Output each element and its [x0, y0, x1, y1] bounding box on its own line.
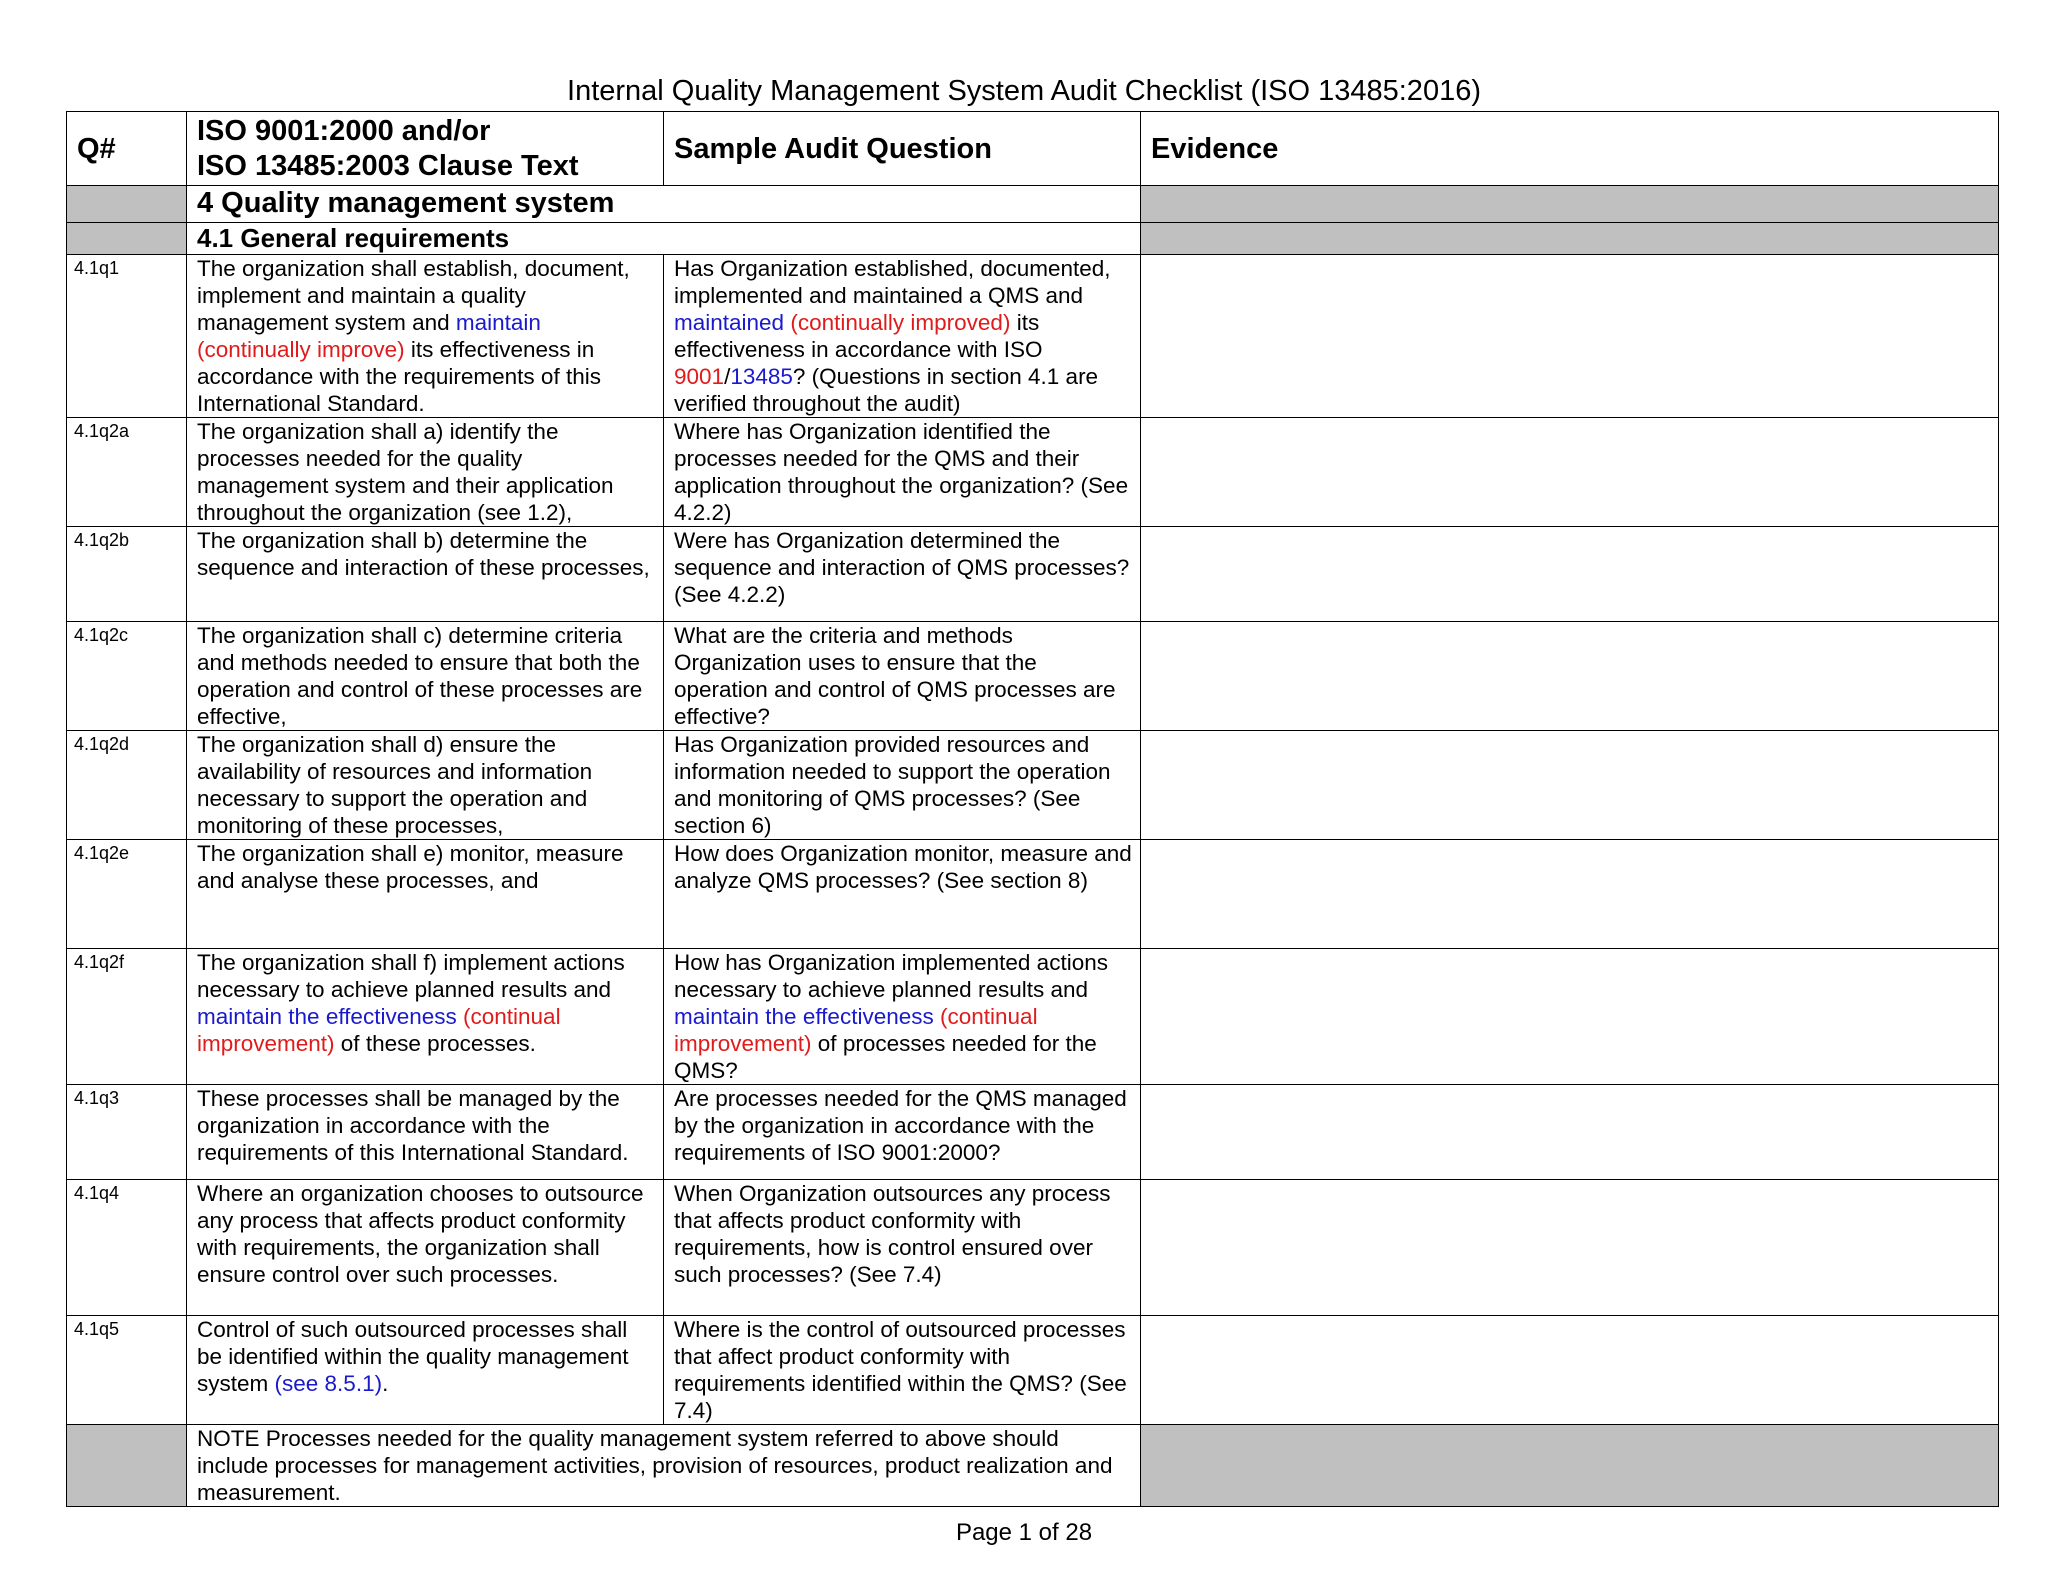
- audit-question: Where is the control of outsourced processes that affect product conformity with requirements identified within the QMS? (See 7.4): [664, 1316, 1141, 1425]
- clause-text: The organization shall a) identify the processes needed for the quality management system and their application throughout the organization (see 1.2),: [187, 418, 664, 527]
- header-clause-text: [187, 112, 664, 186]
- question-red-text: 9001: [674, 364, 725, 389]
- section-evidence-cell: [1141, 186, 1999, 223]
- evidence-cell[interactable]: [1141, 418, 1999, 527]
- evidence-cell[interactable]: [1141, 949, 1999, 1085]
- clause-red-text: (continual improvement): [197, 1004, 561, 1056]
- clause-blue-text: maintain: [455, 310, 541, 335]
- evidence-cell[interactable]: [1141, 1180, 1999, 1316]
- subsection-row: [67, 223, 1999, 255]
- subsection-evidence-cell: [1141, 223, 1999, 255]
- table-row: [67, 1316, 1999, 1425]
- audit-question: Are processes needed for the QMS managed by the organization in accordance with the requirements of ISO 9001:2000?: [664, 1085, 1141, 1180]
- evidence-cell[interactable]: [1141, 1085, 1999, 1180]
- clause-red-text: (continually improve): [197, 337, 405, 362]
- clause-text-part: its effectiveness in accordance with the requirements of this International Standard.: [197, 337, 601, 416]
- question-text-part: Has Organization established, documented, implemented and maintained a QMS and: [674, 256, 1111, 308]
- question-number: 4.1q2e: [67, 840, 187, 949]
- clause-text-part: The organization shall establish, document, implement and maintain a quality management system and: [197, 256, 630, 335]
- question-number: 4.1q2c: [67, 622, 187, 731]
- question-number: 4.1q1: [67, 255, 187, 418]
- clause-text: The organization shall b) determine the sequence and interaction of these processes,: [187, 527, 664, 622]
- clause-text-part: .: [382, 1371, 389, 1396]
- note-text: NOTE Processes needed for the quality management system referred to above should include processes for management activities, provision of resources, product realization and measurement.: [187, 1425, 1141, 1507]
- clause-blue-text: maintain the effectiveness: [197, 1004, 457, 1029]
- question-text-part: its effectiveness in accordance with ISO: [674, 310, 1043, 362]
- audit-question: [664, 255, 1141, 418]
- clause-text: [187, 949, 664, 1085]
- table-row: [67, 255, 1999, 418]
- subsection-heading: 4.1 General requirements: [187, 223, 1141, 255]
- clause-text: [187, 1316, 664, 1425]
- evidence-cell[interactable]: [1141, 622, 1999, 731]
- evidence-cell[interactable]: [1141, 1316, 1999, 1425]
- audit-question: When Organization outsources any process that affects product conformity with requirements, how is control ensured over such processes? (See 7.4): [664, 1180, 1141, 1316]
- evidence-cell[interactable]: [1141, 527, 1999, 622]
- clause-text: [187, 255, 664, 418]
- table-row: [67, 527, 1999, 622]
- clause-text: The organization shall d) ensure the availability of resources and information necessary to support the operation and monitoring of these processes,: [187, 731, 664, 840]
- audit-question: What are the criteria and methods Organization uses to ensure that the operation and control of QMS processes are effective?: [664, 622, 1141, 731]
- audit-question: [664, 949, 1141, 1085]
- section-heading: 4 Quality management system: [187, 186, 1141, 223]
- audit-question: Were has Organization determined the sequence and interaction of QMS processes? (See 4.2.2): [664, 527, 1141, 622]
- question-blue-text: 13485: [730, 364, 793, 389]
- question-red-text: (continual improvement): [674, 1004, 1038, 1056]
- question-text-part: How has Organization implemented actions necessary to achieve planned results and: [674, 950, 1108, 1002]
- subsection-qnum-cell: [67, 223, 187, 255]
- evidence-cell[interactable]: [1141, 731, 1999, 840]
- section-row: [67, 186, 1999, 223]
- section-qnum-cell: [67, 186, 187, 223]
- question-text-part: ? (Questions in section 4.1 are verified throughout the audit): [674, 364, 1099, 416]
- note-evidence-cell: [1141, 1425, 1999, 1507]
- audit-question: How does Organization monitor, measure and analyze QMS processes? (See section 8): [664, 840, 1141, 949]
- evidence-cell[interactable]: [1141, 255, 1999, 418]
- clause-text: These processes shall be managed by the organization in accordance with the requirements of this International Standard.: [187, 1085, 664, 1180]
- question-blue-text: maintained: [674, 310, 785, 335]
- table-row: [67, 1180, 1999, 1316]
- header-qnum: Q#: [67, 112, 187, 186]
- header-sample-question: Sample Audit Question: [664, 112, 1141, 186]
- question-number: 4.1q2d: [67, 731, 187, 840]
- table-row: [67, 622, 1999, 731]
- clause-text: The organization shall c) determine criteria and methods needed to ensure that both the operation and control of these processes are effective,: [187, 622, 664, 731]
- question-red-text: (continually improved): [790, 310, 1011, 335]
- audit-checklist-table: [66, 111, 1999, 1507]
- question-number: 4.1q2b: [67, 527, 187, 622]
- table-row: [67, 840, 1999, 949]
- question-number: 4.1q4: [67, 1180, 187, 1316]
- table-row: [67, 418, 1999, 527]
- header-clause-line1: ISO 9001:2000 and/or: [197, 115, 491, 147]
- clause-text-part: of these processes.: [334, 1031, 536, 1056]
- question-blue-text: maintain the effectiveness: [674, 1004, 934, 1029]
- clause-text: Where an organization chooses to outsource any process that affects product conformity with requirements, the organization shall ensure control over such processes.: [187, 1180, 664, 1316]
- question-number: 4.1q5: [67, 1316, 187, 1425]
- evidence-cell[interactable]: [1141, 840, 1999, 949]
- header-clause-line2: ISO 13485:2003 Clause Text: [197, 150, 579, 182]
- clause-text-part: The organization shall f) implement actions necessary to achieve planned results and: [197, 950, 625, 1002]
- question-text-part: /: [724, 364, 731, 389]
- header-row: [67, 112, 1999, 186]
- table-row: [67, 1085, 1999, 1180]
- audit-question: Where has Organization identified the processes needed for the QMS and their application throughout the organization? (See 4.2.2): [664, 418, 1141, 527]
- clause-text-part: Control of such outsourced processes shall be identified within the quality management system: [197, 1317, 629, 1396]
- question-number: 4.1q2f: [67, 949, 187, 1085]
- page-number: Page 1 of 28: [955, 1519, 1093, 1546]
- question-text-part: of processes needed for the QMS?: [674, 1031, 1097, 1083]
- document-title: Internal Quality Management System Audit Checklist (ISO 13485:2016): [567, 75, 1481, 107]
- question-number: 4.1q2a: [67, 418, 187, 527]
- table-row: [67, 731, 1999, 840]
- question-number: 4.1q3: [67, 1085, 187, 1180]
- note-row: [67, 1425, 1999, 1507]
- header-evidence: Evidence: [1141, 112, 1999, 186]
- clause-text: The organization shall e) monitor, measure and analyse these processes, and: [187, 840, 664, 949]
- table-row: [67, 949, 1999, 1085]
- clause-blue-text: (see 8.5.1): [274, 1371, 383, 1396]
- audit-question: Has Organization provided resources and information needed to support the operation and monitoring of QMS processes? (See section 6): [664, 731, 1141, 840]
- note-qnum-cell: [67, 1425, 187, 1507]
